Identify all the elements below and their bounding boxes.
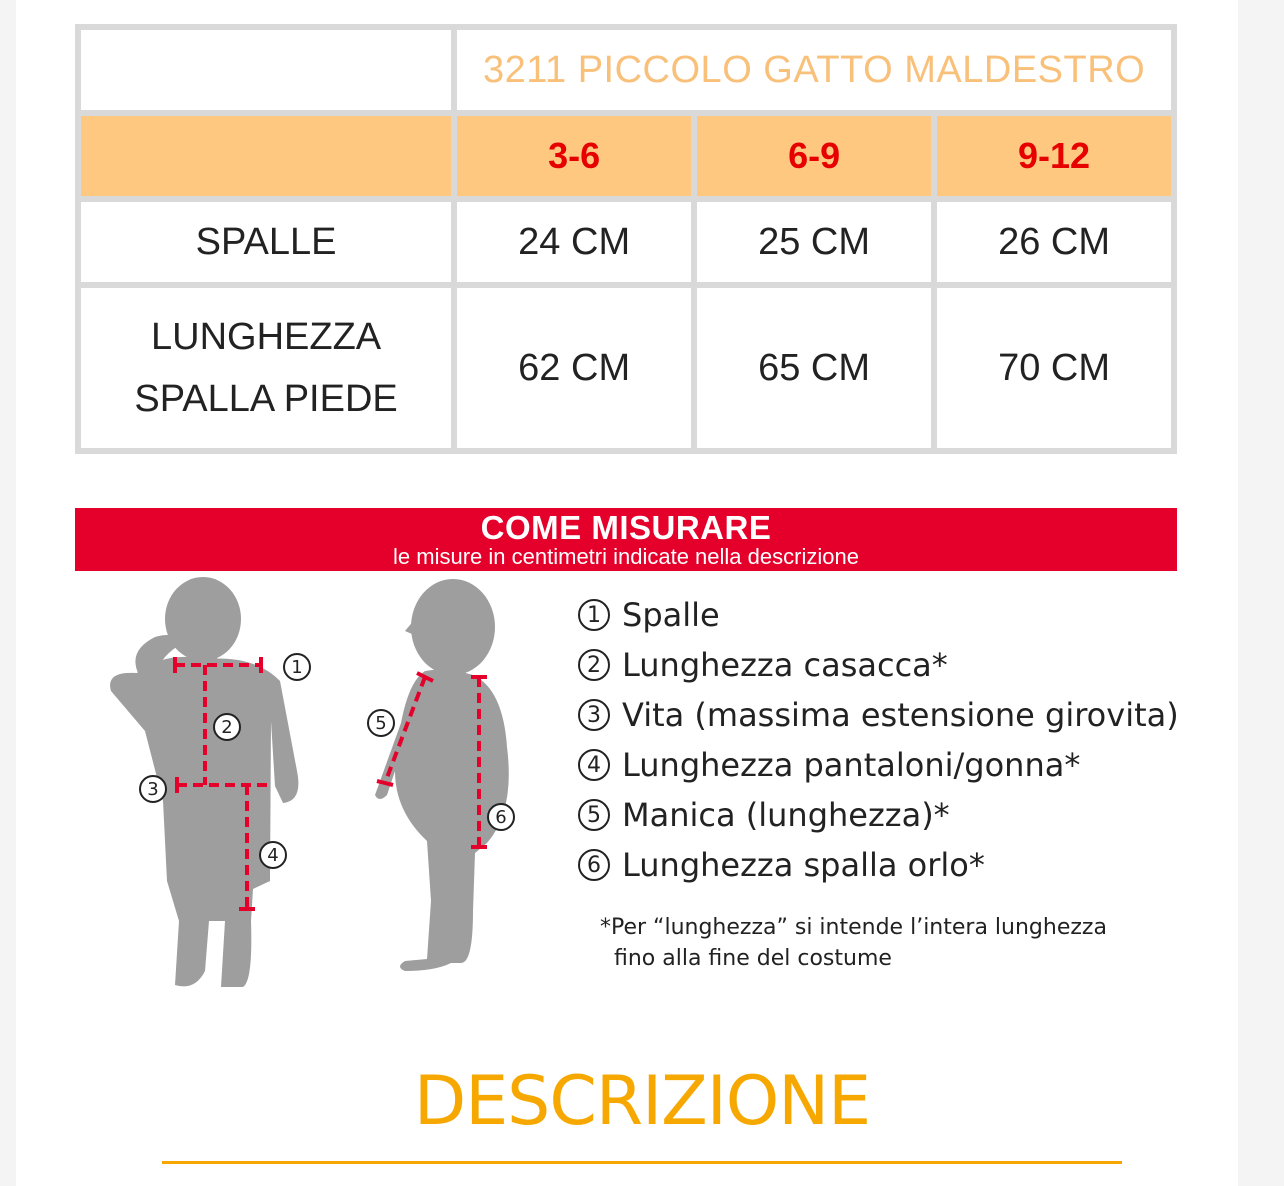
size-header-blank	[78, 113, 454, 199]
list-item	[578, 840, 1198, 890]
list-item	[578, 590, 1198, 640]
size-table	[75, 24, 1177, 454]
measure-value: 65 CM	[758, 346, 871, 389]
row-label-line1: LUNGHEZZA	[151, 316, 382, 358]
measure-banner	[75, 508, 1177, 571]
svg-text:1: 1	[291, 657, 303, 678]
value-cell	[454, 285, 694, 451]
svg-text:6: 6	[495, 807, 507, 828]
legend-label: Vita (massima estensione girovita)	[622, 696, 1179, 734]
value-cell	[454, 199, 694, 285]
product-title-cell	[454, 27, 1174, 113]
svg-text:5: 5	[375, 713, 387, 734]
size-header-cell	[454, 113, 694, 199]
size-label: 9-12	[1017, 135, 1091, 176]
legend-number: 1	[578, 599, 610, 631]
svg-text:2: 2	[221, 717, 233, 738]
row-label: SPALLE	[195, 220, 337, 263]
list-item	[578, 690, 1198, 740]
measure-legend	[578, 590, 1198, 890]
table-row	[78, 285, 1174, 451]
note-line-2: fino alla fine del costume	[614, 946, 892, 971]
measure-value: 62 CM	[518, 346, 631, 389]
size-header-cell	[934, 113, 1174, 199]
row-label-line2: SPALLA PIEDE	[134, 378, 398, 420]
value-cell	[694, 285, 934, 451]
list-item	[578, 740, 1198, 790]
measure-figures	[75, 571, 575, 1001]
size-label: 6-9	[788, 135, 841, 176]
list-item	[578, 790, 1198, 840]
value-cell	[694, 199, 934, 285]
measure-value: 26 CM	[998, 220, 1110, 263]
banner-title: COME MISURARE	[480, 509, 772, 546]
value-cell	[934, 199, 1174, 285]
svg-text:3: 3	[147, 779, 159, 800]
child-silhouette-side	[375, 579, 509, 971]
legend-number: 4	[578, 749, 610, 781]
measure-value: 70 CM	[998, 346, 1110, 389]
row-label-cell	[78, 199, 454, 285]
table-row	[78, 199, 1174, 285]
heading-divider	[162, 1161, 1122, 1164]
legend-label: Lunghezza pantaloni/gonna*	[622, 746, 1081, 784]
size-header-cell	[694, 113, 934, 199]
legend-number: 2	[578, 649, 610, 681]
product-title: 3211 PICCOLO GATTO MALDESTRO	[482, 48, 1146, 91]
row-label-cell	[78, 285, 454, 451]
measure-value: 24 CM	[518, 220, 631, 263]
legend-label: Lunghezza spalla orlo*	[622, 846, 985, 884]
list-item	[578, 640, 1198, 690]
size-label: 3-6	[548, 135, 601, 176]
banner-subtitle: le misure in centimetri indicate nella descrizione	[393, 544, 859, 569]
legend-label: Manica (lunghezza)*	[622, 796, 950, 834]
legend-number: 6	[578, 849, 610, 881]
legend-number: 5	[578, 799, 610, 831]
legend-label: Spalle	[622, 596, 720, 634]
description-heading: DESCRIZIONE	[413, 1062, 871, 1141]
value-cell	[934, 285, 1174, 451]
empty-corner-cell	[78, 27, 454, 113]
legend-number: 3	[578, 699, 610, 731]
note-line-1: *Per “lunghezza” si intende l’intera lunghezza	[600, 915, 1107, 940]
svg-text:4: 4	[267, 845, 279, 866]
measure-value: 25 CM	[758, 220, 871, 263]
legend-label: Lunghezza casacca*	[622, 646, 948, 684]
length-note	[600, 912, 1200, 974]
